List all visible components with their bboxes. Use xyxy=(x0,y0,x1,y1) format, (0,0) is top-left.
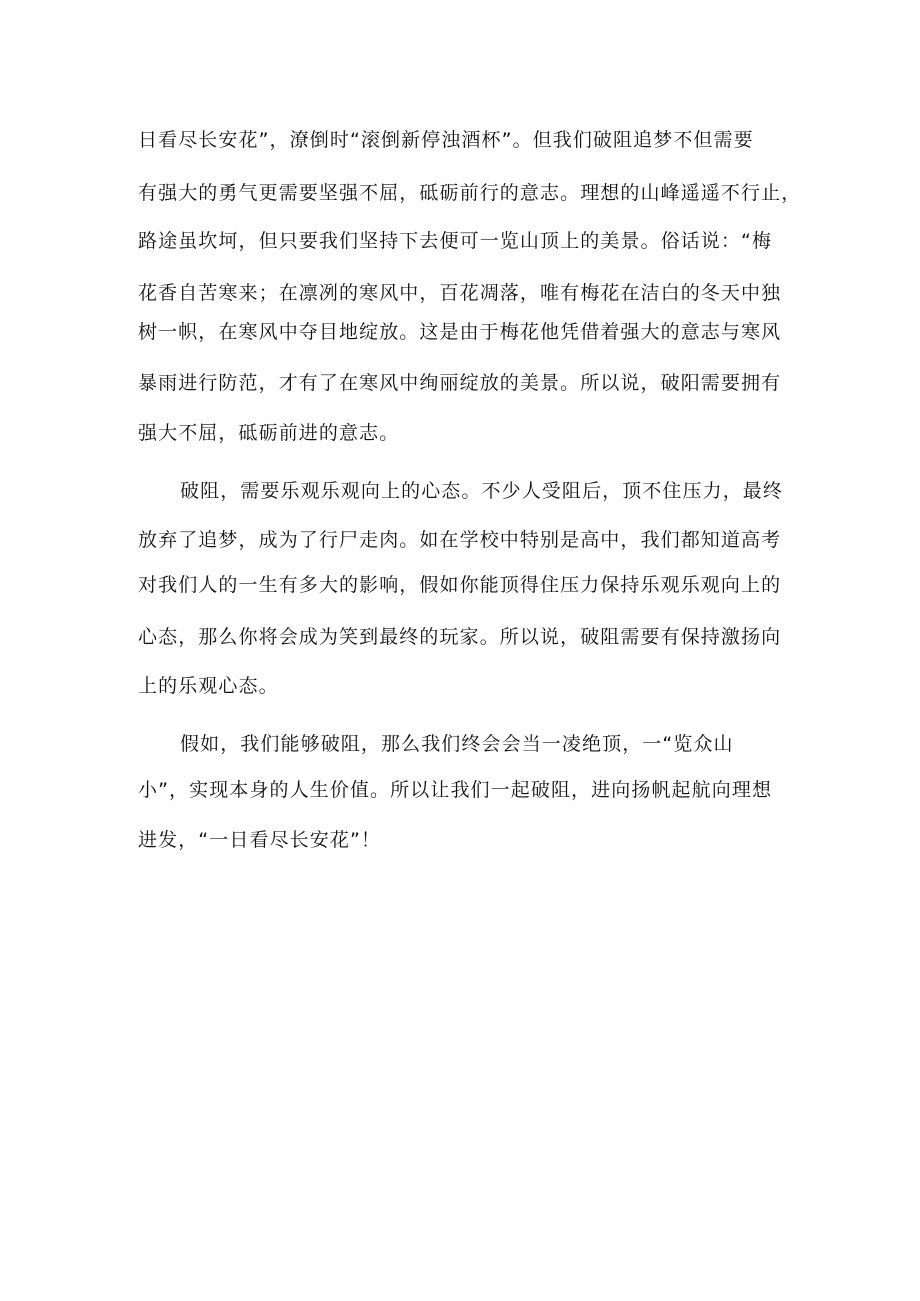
paragraph-line: 有强大的勇气更需要坚强不屈，砥砺前行的意志。理想的山峰遥遥不行止， xyxy=(138,182,802,204)
paragraph-line: 强大不屈，砥砺前进的意志。 xyxy=(138,422,400,444)
paragraph-line: 进发，“一日看尽长安花”！ xyxy=(138,829,381,851)
paragraph-line: 花香自苦寒来；在凛冽的寒风中，百花凋落，唯有梅花在洁白的冬天中独 xyxy=(138,282,782,304)
paragraph-line: 破阻，需要乐观乐观向上的心态。不少人受阻后，顶不住压力，最终 xyxy=(180,480,784,502)
paragraph-line: 暴雨进行防范，才有了在寒风中绚丽绽放的美景。所以说，破阳需要拥有 xyxy=(138,372,782,394)
paragraph-line: 上的乐观心态。 xyxy=(138,675,279,697)
paragraph-line: 对我们人的一生有多大的影响，假如你能顶得住压力保持乐观乐观向上的 xyxy=(138,574,782,596)
paragraph-line: 心态，那么你将会成为笑到最终的玩家。所以说，破阻需要有保持激扬向 xyxy=(138,626,782,648)
paragraph-line: 路途虽坎坷，但只要我们坚持下去便可一览山顶上的美景。俗话说：“梅 xyxy=(138,230,773,252)
paragraph-line: 假如，我们能够破阻，那么我们终会会当一凌绝顶，一“览众山 xyxy=(180,733,734,755)
paragraph-line: 日看尽长安花”，潦倒时“滚倒新停浊酒杯”。但我们破阻追梦不但需要 xyxy=(138,129,754,151)
paragraph-line: 放弃了追梦，成为了行尸走肉。如在学校中特别是高中，我们都知道高考 xyxy=(138,529,782,551)
paragraph-line: 小”，实现本身的人生价值。所以让我们一起破阻，进向扬帆起航向理想 xyxy=(138,779,773,801)
paragraph-line: 树一帜，在寒风中夺目地绽放。这是由于梅花他凭借着强大的意志与寒风 xyxy=(138,321,782,343)
